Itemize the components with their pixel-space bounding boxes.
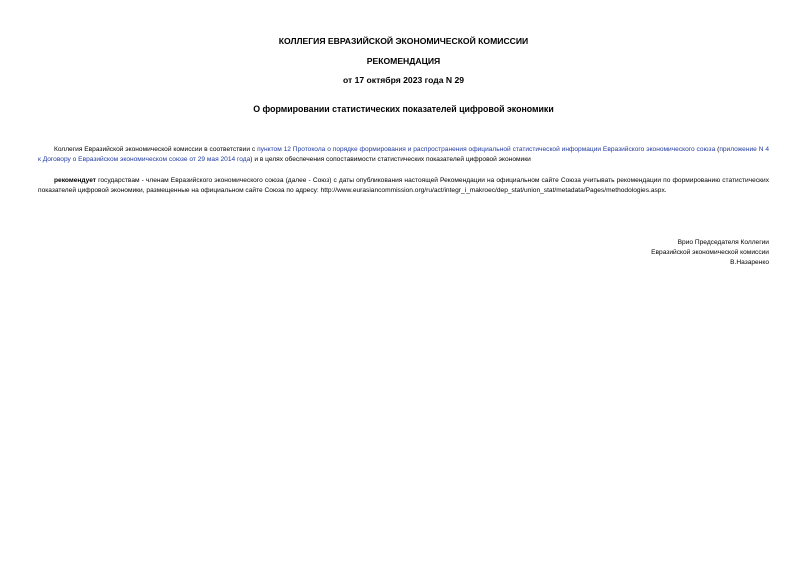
- preamble-text-2: (: [715, 146, 720, 153]
- issuing-body-heading: КОЛЛЕГИЯ ЕВРАЗИЙСКОЙ ЭКОНОМИЧЕСКОЙ КОМИССИИ: [278, 36, 529, 46]
- recommendation-text: государствам - членам Евразийского экономического союза (далее - Союз) с даты опубликования настоящей Рекомендации на официальном сайте Союза учитывать рекомендации по формированию статистических показателей цифровой экономики, размещенные на официальном сайте Союза по адресу: http://www.eurasiancommission.org/ru/act/integr_i_makroec/dep_stat/union_stat/metadata/Pages/methodologies.aspx.: [38, 177, 769, 194]
- document-date-number: от 17 октября 2023 года N 29: [342, 75, 465, 85]
- signature-block: [651, 238, 769, 268]
- document-type-heading: РЕКОМЕНДАЦИЯ: [366, 56, 441, 66]
- preamble-text-3: ) и в целях обеспечения сопоставимости статистических показателей цифровой экономики: [250, 156, 531, 163]
- signatory-position: Врио Председателя Коллегии: [677, 239, 769, 246]
- signatory-organization: Евразийской экономической комиссии: [651, 249, 769, 256]
- recommendation-lead: рекомендует: [54, 177, 97, 184]
- document-title: О формировании статистических показателей цифровой экономики: [253, 104, 554, 114]
- preamble-text-1: Коллегия Евразийской экономической комиссии в соответствии с: [54, 146, 258, 153]
- signatory-name: В.Назаренко: [730, 259, 769, 266]
- preamble-paragraph: [38, 145, 769, 165]
- protocol-link[interactable]: пунктом 12 Протокола о порядке формирования и распространения официальной статистической информации Евразийского экономического союза: [257, 146, 716, 153]
- recommendation-paragraph: [38, 176, 769, 196]
- treaty-annex-link[interactable]: приложение N 4 к Договору о Евразийском экономическом союзе от 29 мая 2014 года: [38, 146, 770, 163]
